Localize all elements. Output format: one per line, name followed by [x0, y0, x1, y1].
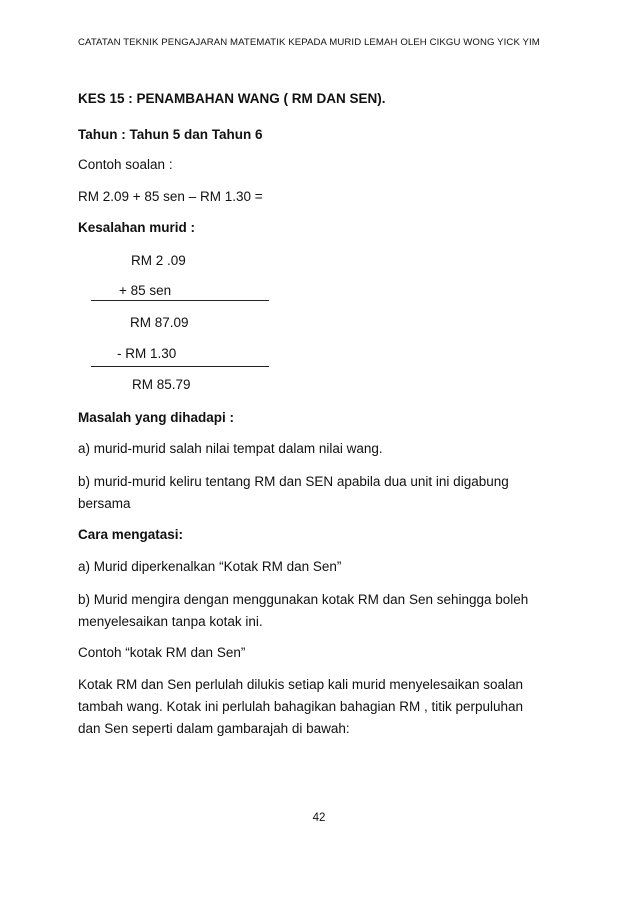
solution-b-line-1: b) Murid mengira dengan menggunakan kotak RM dan Sen sehingga boleh [78, 592, 529, 607]
problem-heading: Masalah yang dihadapi : [78, 410, 235, 425]
paragraph-line-3: dan Sen seperti dalam gambarajah di bawah: [78, 721, 350, 736]
box-example-label: Contoh “kotak RM dan Sen” [78, 645, 246, 660]
working-rule-1 [91, 300, 269, 301]
working-line-1: RM 2 .09 [131, 253, 186, 268]
problem-b-line-1: b) murid-murid keliru tentang RM dan SEN apabila dua unit ini digabung [78, 474, 509, 489]
working-line-2: + 85 sen [119, 283, 172, 298]
page-number: 42 [312, 812, 326, 824]
example-question: RM 2.09 + 85 sen – RM 1.30 = [78, 189, 263, 204]
paragraph-line-1: Kotak RM dan Sen perlulah dilukis setiap kali murid menyelesaikan soalan [78, 677, 523, 692]
working-line-5: RM 85.79 [132, 377, 191, 392]
example-label: Contoh soalan : [78, 157, 173, 172]
student-error-heading: Kesalahan murid : [78, 220, 196, 235]
paragraph-line-2: tambah wang. Kotak ini perlulah bahagikan bahagian RM , titik perpuluhan [78, 699, 524, 714]
case-title: KES 15 : PENAMBAHAN WANG ( RM DAN SEN). [78, 91, 386, 106]
working-line-4: - RM 1.30 [117, 346, 177, 361]
problem-b-line-2: bersama [78, 496, 131, 511]
solution-a: a) Murid diperkenalkan “Kotak RM dan Sen” [78, 559, 342, 574]
working-rule-2 [91, 366, 269, 367]
problem-a: a) murid-murid salah nilai tempat dalam nilai wang. [78, 441, 383, 456]
working-line-3: RM 87.09 [130, 315, 189, 330]
running-header: CATATAN TEKNIK PENGAJARAN MATEMATIK KEPADA MURID LEMAH OLEH CIKGU WONG YICK YIM [78, 37, 540, 48]
solution-b-line-2: menyelesaikan tanpa kotak ini. [78, 614, 263, 629]
solution-heading: Cara mengatasi: [78, 527, 184, 542]
year-level: Tahun : Tahun 5 dan Tahun 6 [78, 127, 263, 142]
